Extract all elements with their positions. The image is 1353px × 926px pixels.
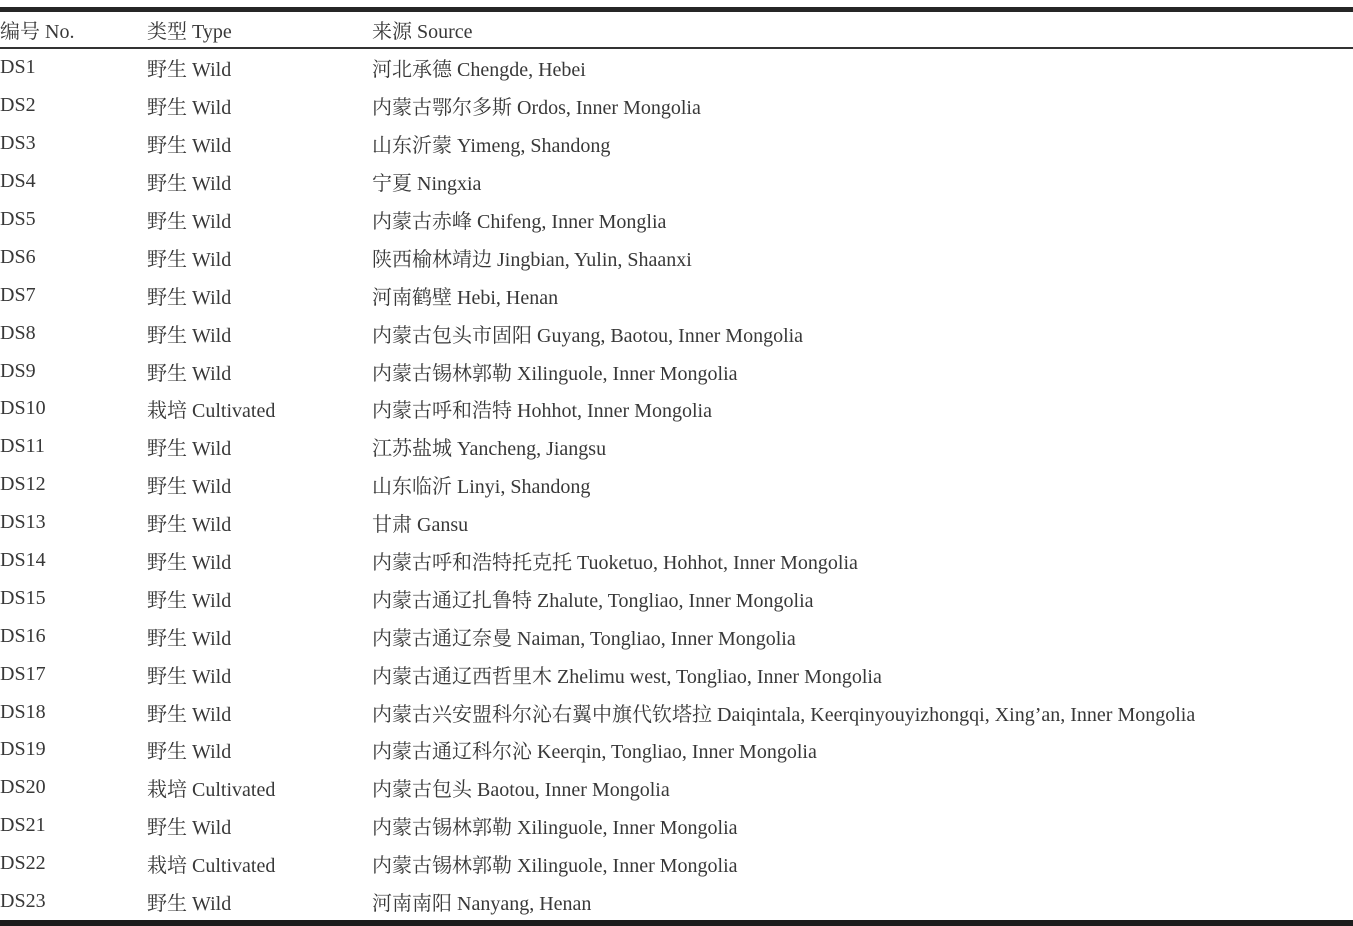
cell-source: 山东沂蒙 Yimeng, Shandong: [372, 135, 611, 158]
cell-type: 野生 Wild: [147, 741, 232, 764]
cell-type: 野生 Wild: [147, 97, 232, 120]
column-header-source: 来源 Source: [372, 10, 1353, 49]
table-row: [0, 504, 1353, 542]
cell-no: DS16: [0, 624, 46, 647]
table-row: [0, 276, 1353, 314]
cell-no: DS19: [0, 738, 46, 761]
table-row: [0, 163, 1353, 201]
table-row: [0, 542, 1353, 580]
cell-no: DS4: [0, 170, 36, 193]
table-row: [0, 807, 1353, 845]
cell-type: 野生 Wild: [147, 135, 232, 158]
table-row: [0, 883, 1353, 924]
cell-source: 甘肃 Gansu: [372, 514, 469, 537]
cell-type: 野生 Wild: [147, 59, 232, 82]
cell-type: 野生 Wild: [147, 438, 232, 461]
column-header-type: 类型 Type: [147, 10, 372, 49]
cell-no: DS1: [0, 56, 36, 79]
table-row: [0, 314, 1353, 352]
cell-type: 野生 Wild: [147, 211, 232, 233]
cell-source: 内蒙古兴安盟科尔沁右翼中旗代钦塔拉 Daiqintala, Keerqinyouyizhongqi, Xing’an, Inner Mongolia: [372, 703, 1196, 726]
cell-no: DS13: [0, 511, 46, 534]
table-row: [0, 693, 1353, 731]
table-body: [0, 48, 1353, 923]
table-header-row: [0, 10, 1353, 49]
cell-type: 野生 Wild: [147, 703, 232, 726]
cell-type: 野生 Wild: [147, 286, 232, 309]
cell-no: DS8: [0, 321, 36, 344]
table-row: [0, 428, 1353, 466]
cell-source: 陕西榆林靖边 Jingbian, Yulin, Shaanxi: [372, 248, 692, 271]
table-row: [0, 238, 1353, 276]
germplasm-source-table: [0, 7, 1353, 926]
table-row: [0, 579, 1353, 617]
cell-source: 江苏盐城 Yancheng, Jiangsu: [372, 438, 607, 461]
cell-source: 内蒙古锡林郭勒 Xilinguole, Inner Mongolia: [372, 362, 738, 385]
cell-source: 内蒙古锡林郭勒 Xilinguole, Inner Mongolia: [372, 817, 738, 840]
table-row: [0, 87, 1353, 125]
cell-source: 河北承德 Chengde, Hebei: [372, 59, 586, 82]
cell-no: DS23: [0, 890, 46, 913]
cell-type: 野生 Wild: [147, 552, 232, 575]
cell-no: DS18: [0, 700, 46, 723]
cell-type: 栽培 Cultivated: [147, 400, 276, 423]
cell-source: 内蒙古锡林郭勒 Xilinguole, Inner Mongolia: [372, 855, 738, 878]
cell-no: DS22: [0, 852, 46, 875]
cell-type: 野生 Wild: [147, 627, 232, 650]
cell-type: 野生 Wild: [147, 893, 232, 916]
table-row: [0, 466, 1353, 504]
cell-type: 野生 Wild: [147, 589, 232, 612]
table-row: [0, 731, 1353, 769]
cell-source: 内蒙古通辽科尔沁 Keerqin, Tongliao, Inner Mongolia: [372, 741, 817, 764]
table-row: [0, 125, 1353, 163]
cell-type: 野生 Wild: [147, 514, 232, 537]
cell-no: DS12: [0, 473, 46, 496]
cell-source: 内蒙古通辽西哲里木 Zhelimu west, Tongliao, Inner Mongolia: [372, 665, 882, 688]
cell-no: DS10: [0, 397, 46, 420]
cell-type: 野生 Wild: [147, 665, 232, 688]
cell-no: DS17: [0, 662, 46, 685]
cell-no: DS9: [0, 359, 36, 382]
table-row: [0, 48, 1353, 87]
cell-source: 内蒙古呼和浩特托克托 Tuoketuo, Hohhot, Inner Mongolia: [372, 552, 858, 575]
cell-type: 野生 Wild: [147, 173, 232, 196]
cell-type: 栽培 Cultivated: [147, 779, 276, 802]
cell-type: 野生 Wild: [147, 817, 232, 840]
cell-no: DS6: [0, 245, 36, 268]
cell-source: 内蒙古包头 Baotou, Inner Mongolia: [372, 779, 670, 802]
cell-no: DS3: [0, 132, 36, 155]
table-header: [0, 10, 1353, 49]
cell-no: DS14: [0, 549, 46, 572]
cell-type: 野生 Wild: [147, 324, 232, 347]
cell-source: 河南鹤壁 Hebi, Henan: [372, 286, 559, 309]
table-row: [0, 769, 1353, 807]
cell-no: DS21: [0, 814, 46, 837]
cell-no: DS11: [0, 435, 45, 458]
cell-no: DS2: [0, 94, 36, 117]
cell-no: DS7: [0, 283, 36, 306]
cell-source: 内蒙古鄂尔多斯 Ordos, Inner Mongolia: [372, 97, 701, 120]
cell-source: 宁夏 Ningxia: [372, 173, 482, 196]
cell-source: 内蒙古包头市固阳 Guyang, Baotou, Inner Mongolia: [372, 324, 804, 347]
cell-type: 野生 Wild: [147, 248, 232, 271]
cell-source: 山东临沂 Linyi, Shandong: [372, 476, 591, 499]
table-row: [0, 352, 1353, 390]
cell-no: DS20: [0, 776, 46, 799]
cell-source: 内蒙古呼和浩特 Hohhot, Inner Mongolia: [372, 400, 712, 423]
table-row: [0, 655, 1353, 693]
cell-no: DS5: [0, 208, 36, 230]
cell-source: 内蒙古通辽奈曼 Naiman, Tongliao, Inner Mongolia: [372, 627, 796, 650]
table-row: [0, 617, 1353, 655]
cell-type: 野生 Wild: [147, 476, 232, 499]
cell-type: 栽培 Cultivated: [147, 855, 276, 878]
table-row: [0, 201, 1353, 239]
cell-type: 野生 Wild: [147, 362, 232, 385]
cell-source: 内蒙古通辽扎鲁特 Zhalute, Tongliao, Inner Mongolia: [372, 589, 814, 612]
column-header-no: 编号 No.: [0, 10, 147, 49]
cell-source: 内蒙古赤峰 Chifeng, Inner Monglia: [372, 211, 667, 233]
table-row: [0, 390, 1353, 428]
cell-no: DS15: [0, 586, 46, 609]
cell-source: 河南南阳 Nanyang, Henan: [372, 893, 592, 916]
table-row: [0, 845, 1353, 883]
